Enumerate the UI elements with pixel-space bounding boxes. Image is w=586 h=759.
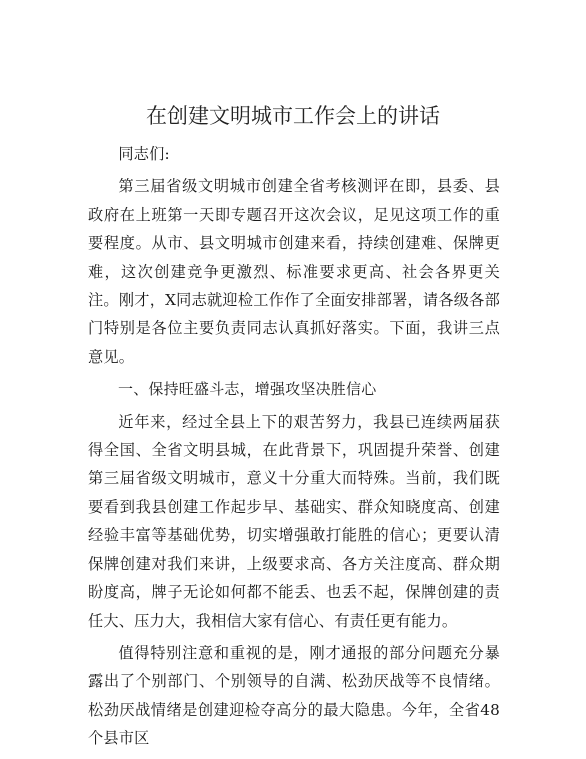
salutation: 同志们:	[118, 145, 170, 163]
paragraph: 第三届省级文明城市创建全省考核测评在即，县委、县政府在上班第一天即专题召开这次会议，足见这项工作的重要程度。从市、县文明城市创建来看，持续创建难、保牌更难，这次创建竞争更激烈、标准要求更高、社会各界更关注。刚才，X同志就迎检工作作了全面安排部署，请各级各部门特别是各位主要负责同志认真抓好落实。下面，我讲三点意见。	[88, 177, 500, 366]
section-heading: 一、保持旺盛斗志，增强攻坚决胜信心	[118, 380, 377, 399]
page-title: 在创建文明城市工作会上的讲话	[146, 104, 440, 128]
paragraph: 值得特别注意和重视的是，刚才通报的部分问题充分暴露出了个别部门、个别领导的自满、松劲厌战等不良情绪。松劲厌战情绪是创建迎检夺高分的最大隐患。今年，全省48个县市区	[88, 643, 500, 748]
paragraph: 近年来，经过全县上下的艰苦努力，我县已连续两届获得全国、全省文明县城，在此背景下，巩固提升荣誉、创建第三届省级文明城市，意义十分重大而特殊。当前，我们既要看到我县创建工作起步早、基础实、群众知晓度高、创建经验丰富等基础优势，切实增强敢打能胜的信心；更要认清保牌创建对我们来讲，上级要求高、各方关注度高、群众期盼度高，牌子无论如何都不能丢、也丢不起，保牌创建的责任大、压力大，我相信大家有信心、有责任更有能力。	[88, 412, 500, 630]
document-body	[88, 140, 500, 753]
